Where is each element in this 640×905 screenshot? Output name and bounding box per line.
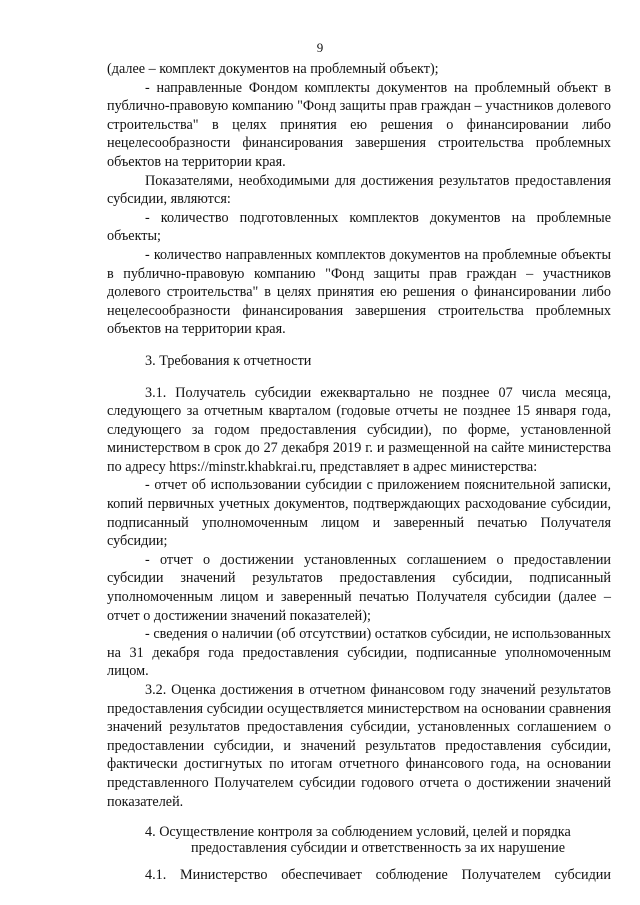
section-4-heading-line1: 4. Осуществление контроля за соблюдением условий, целей и порядка	[145, 824, 571, 841]
spacer	[107, 811, 611, 824]
page-number: 9	[316, 40, 324, 55]
spacer	[107, 339, 611, 352]
spacer	[107, 371, 611, 384]
paragraph-4-1: 4.1. Министерство обеспечивает соблюдение Получателем субсидии	[145, 867, 611, 884]
paragraph-continuation: (далее – комплект документов на проблемный объект);	[107, 61, 439, 77]
paragraph-bullet-achievement-report: - отчет о достижении установленных соглашением о предоставлении субсидии значений результатов предоставления субсидии, подписанный уполномоченным лицом и заверенный печатью Получателя субсидии (далее – отчет о достижении значений показателей);	[107, 551, 611, 624]
spacer	[107, 856, 611, 866]
paragraph-bullet-fund-packages: - направленные Фондом комплекты документов на проблемный объект в публично-правовую компанию "Фонд защиты прав граждан – участников долевого строительства" в целях принятия ею решения о финансировании либо нецелесообразности финансирования завершения строительства проблемных объектов на территории края.	[107, 79, 611, 170]
paragraph-bullet-balances: - сведения о наличии (об отсутствии) остатков субсидии, не использованных на 31 декабря года предоставления субсидии, подписанные уполномоченным лицом.	[107, 626, 611, 680]
paragraph-bullet-sent-count: - количество направленных комплектов документов на проблемные объекты в публично-правовую компанию "Фонд защиты прав граждан – участников долевого строительства" в целях принятия ею решения о финансировании либо нецелесообразности финансирования завершения строительства проблемных объектов на территории края.	[107, 246, 611, 338]
section-4-heading-line2: предоставления субсидии и ответственность за их нарушение	[190, 840, 565, 857]
page-content	[107, 60, 611, 885]
paragraph-indicators-intro: Показателями, необходимыми для достижения результатов предоставления субсидии, являются:	[107, 172, 611, 208]
paragraph-bullet-prepared-count: - количество подготовленных комплектов документов на проблемные объекты;	[107, 209, 611, 245]
section-3-heading: 3. Требования к отчетности	[145, 352, 312, 369]
paragraph-3-1: 3.1. Получатель субсидии ежеквартально не позднее 07 числа месяца, следующего за отчетным кварталом (годовые отчеты не позднее 15 января года, следующего за годом предоставления субсидии), по форме, установленной министерством в срок до 27 декабря 2019 г. и размещенной на сайте министерства по адресу https://minstr.khabkrai.ru, представляет в адрес министерства:	[107, 384, 611, 475]
paragraph-3-2: 3.2. Оценка достижения в отчетном финансовом году значений результатов предоставления субсидии осуществляется министерством на основании сравнения значений результатов предоставления субсидии, установленных соглашением о предоставлении субсидии, и значений результатов предоставления субсидии, фактически достигнутых по итогам отчетного финансового года, на основании представленного Получателем субсидии годового отчета о достижении значений показателей.	[107, 682, 611, 810]
paragraph-bullet-usage-report: - отчет об использовании субсидии с приложением пояснительной записки, копий первичных учетных документов, подтверждающих расходование субсидии, подписанный уполномоченным лицом и заверенный печатью Получателя субсидии;	[107, 477, 611, 550]
